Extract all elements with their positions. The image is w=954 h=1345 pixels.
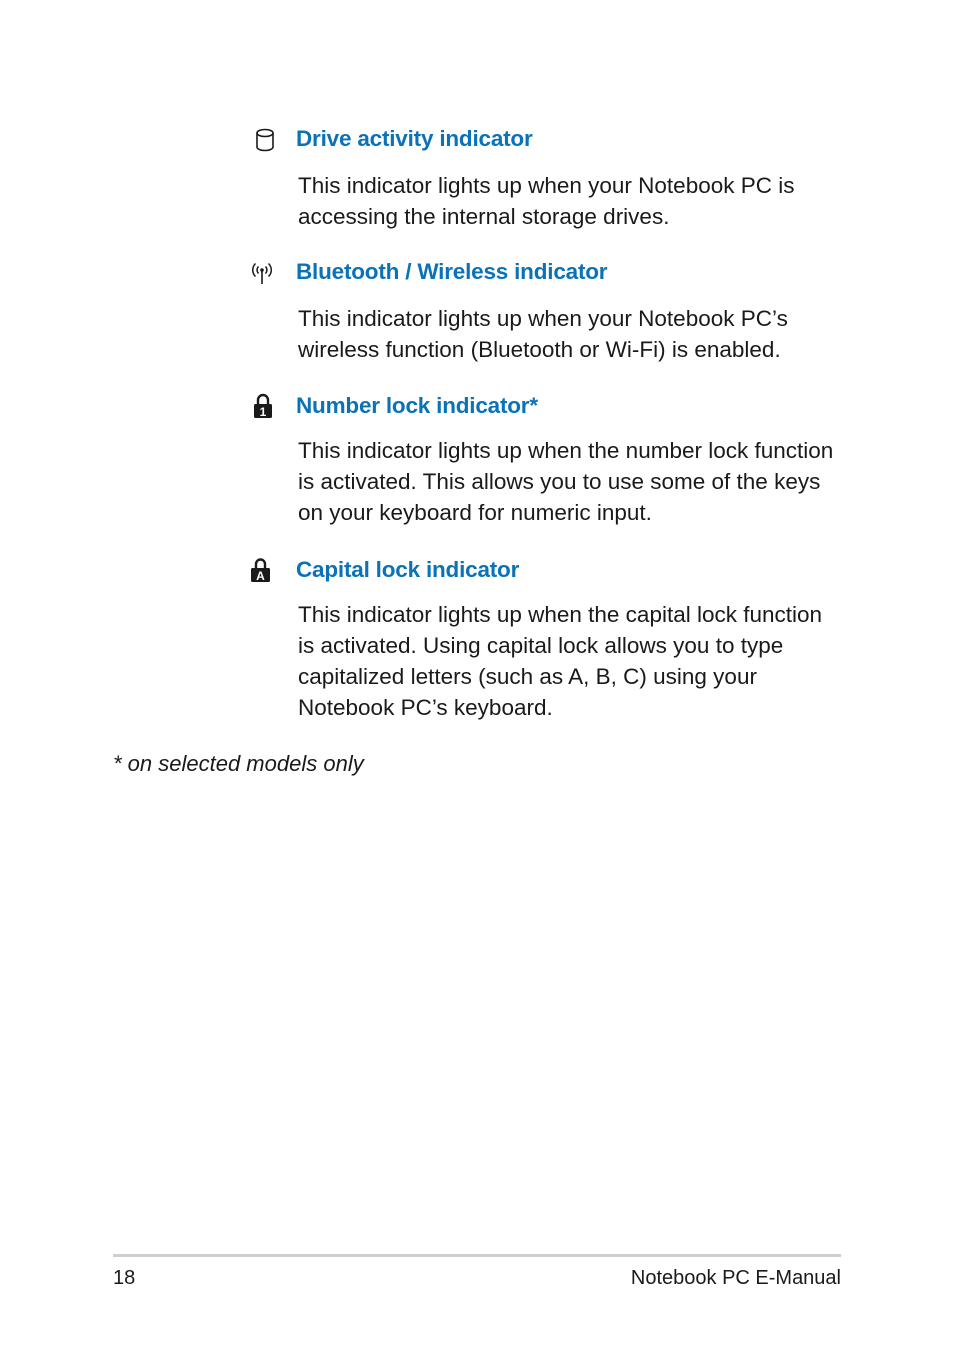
footer-divider: [113, 1254, 841, 1257]
number-lock-icon: [250, 391, 276, 421]
section-body: This indicator lights up when your Notebook PC’s wireless function (Bluetooth or Wi-Fi) is enabled.: [298, 306, 788, 362]
capital-lock-icon: [250, 555, 276, 585]
drive-icon: [250, 124, 276, 154]
section-heading: Bluetooth / Wireless indicator: [296, 259, 608, 284]
section-wireless: [250, 257, 850, 362]
manual-title: Notebook PC E-Manual: [630, 1267, 841, 1289]
section-drive-activity: [250, 124, 850, 229]
section-heading: Capital lock indicator: [296, 557, 520, 582]
section-heading: Number lock indicator*: [296, 393, 538, 418]
section-body: This indicator lights up when the capital lock function is activated. Using capital lock allows you to type capitalized letters (such as A, B, C) using your Notebook PC’s keyboard.: [298, 602, 823, 720]
footnote: * on selected models only: [113, 751, 364, 776]
section-body: This indicator lights up when the number lock function is activated. This allows you to use some of the keys on your keyboard for numeric input.: [298, 438, 834, 525]
section-number-lock: [250, 391, 850, 525]
section-body: This indicator lights up when your Notebook PC is accessing the internal storage drives.: [298, 173, 795, 229]
section-capital-lock: [250, 555, 850, 720]
number-lock-glyph: 1: [259, 405, 267, 419]
wireless-icon: [250, 257, 276, 287]
section-heading: Drive activity indicator: [296, 126, 533, 151]
page-number: 18: [113, 1267, 136, 1289]
capital-lock-glyph: A: [256, 569, 265, 583]
